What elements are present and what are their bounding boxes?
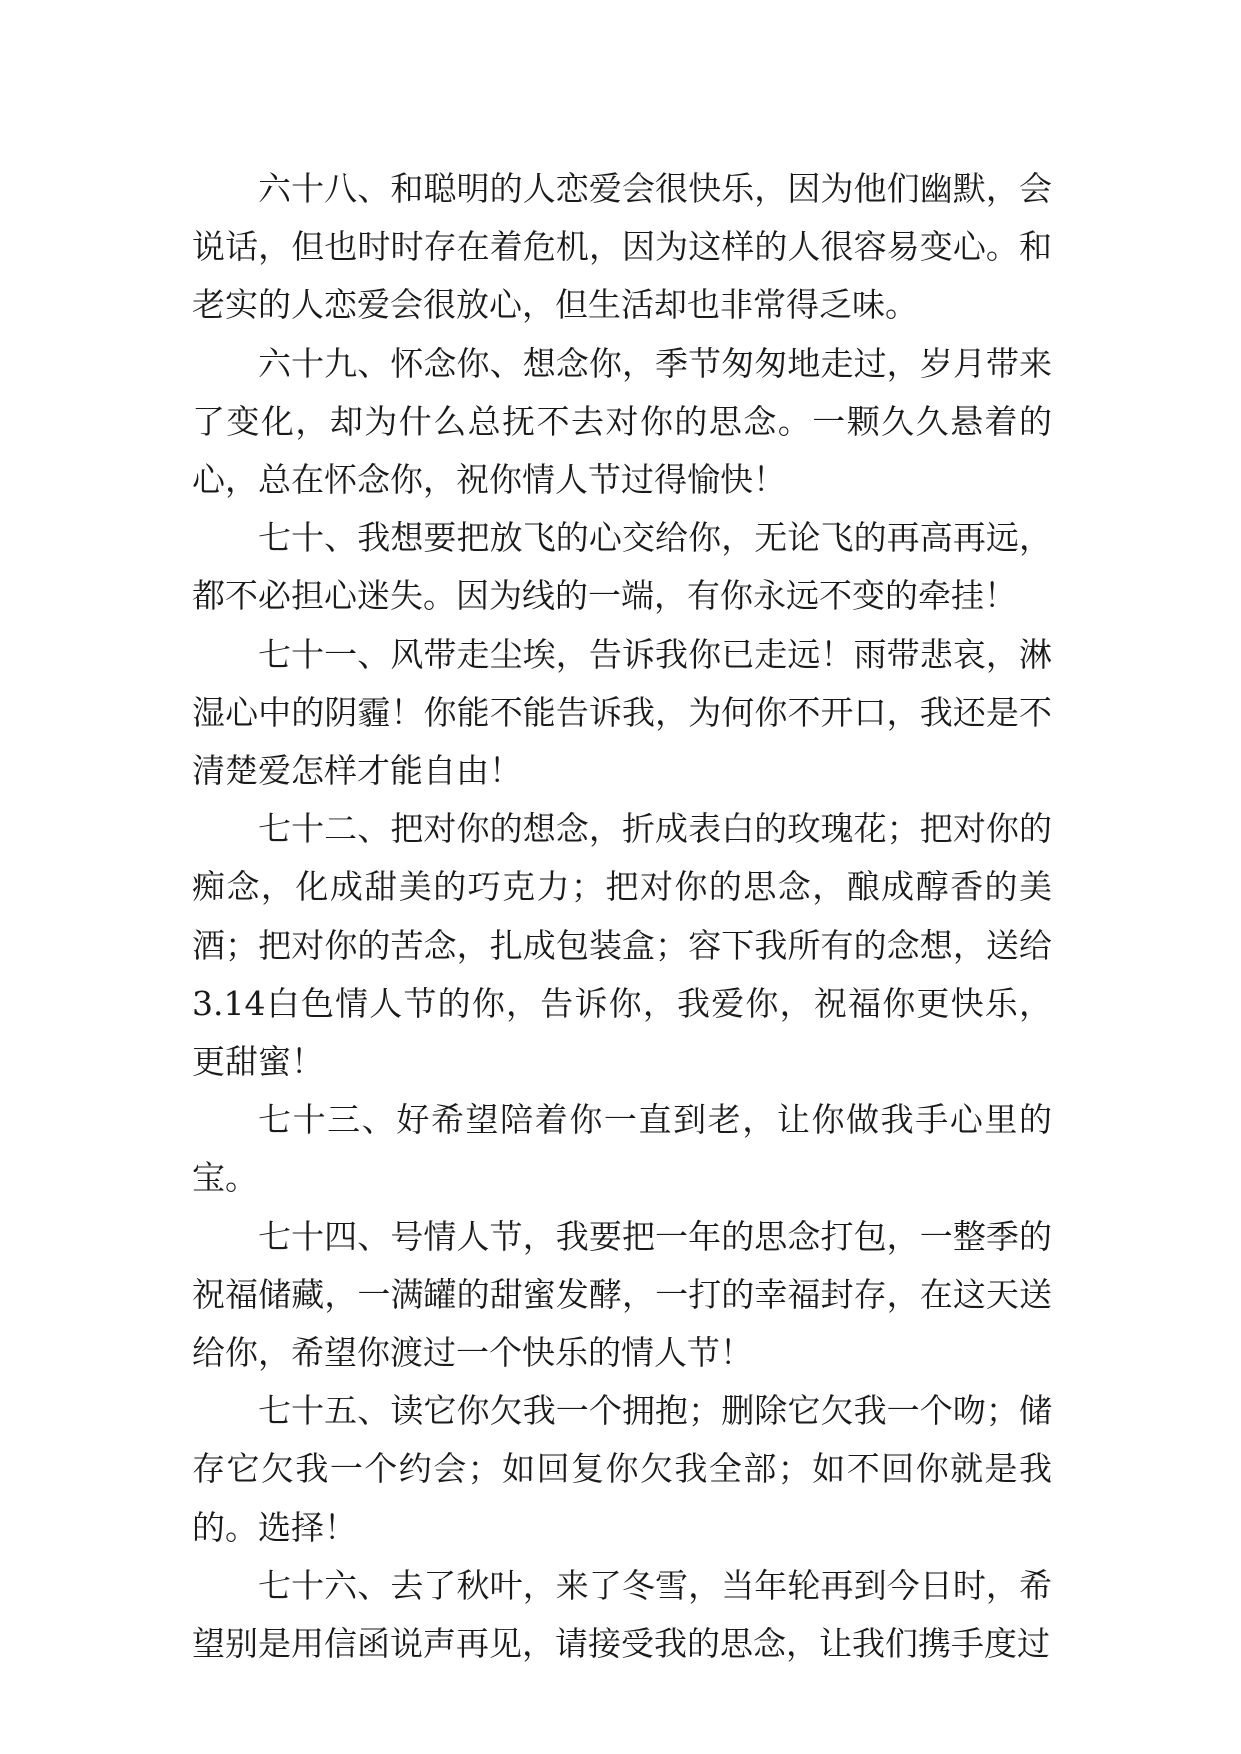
paragraph-74: 七十四、号情人节，我要把一年的思念打包，一整季的祝福储藏，一满罐的甜蜜发酵，一打的幸福封存，在这天送给你，希望你渡过一个快乐的情人节！ (192, 1216, 1052, 1373)
paragraph-71: 七十一、风带走尘埃，告诉我你已走远！雨带悲哀，淋湿心中的阴霾！你能不能告诉我，为何你不开口，我还是不清楚爱怎样才能自由！ (192, 634, 1052, 791)
paragraph-70: 七十、我想要把放飞的心交给你，无论飞的再高再远，都不必担心迷失。因为线的一端，有你永远不变的牵挂！ (192, 518, 1052, 616)
paragraph-73: 七十三、好希望陪着你一直到老，让你做我手心里的宝。 (192, 1100, 1052, 1198)
paragraph-72: 七十二、把对你的想念，折成表白的玫瑰花；把对你的痴念，化成甜美的巧克力；把对你的思念，酿成醇香的美酒；把对你的苦念，扎成包装盒；容下我所有的念想，送给3.14白色情人节的你，告诉你，我爱你，祝福你更快乐，更甜蜜！ (192, 809, 1052, 1082)
document-body (192, 160, 1052, 1673)
paragraph-69: 六十九、怀念你、想念你，季节匆匆地走过，岁月带来了变化，却为什么总抚不去对你的思念。一颗久久悬着的心，总在怀念你，祝你情人节过得愉快！ (192, 343, 1052, 500)
paragraph-76: 七十六、去了秋叶，来了冬雪，当年轮再到今日时，希望别是用信函说声再见，请接受我的思念，让我们携手度过 (192, 1565, 1052, 1664)
paragraph-75: 七十五、读它你欠我一个拥抱；删除它欠我一个吻；储存它欠我一个约会；如回复你欠我全部；如不回你就是我的。选择！ (192, 1391, 1052, 1547)
paragraph-68: 六十八、和聪明的人恋爱会很快乐，因为他们幽默，会说话，但也时时存在着危机，因为这样的人很容易变心。和老实的人恋爱会很放心，但生活却也非常得乏味。 (192, 169, 1052, 325)
